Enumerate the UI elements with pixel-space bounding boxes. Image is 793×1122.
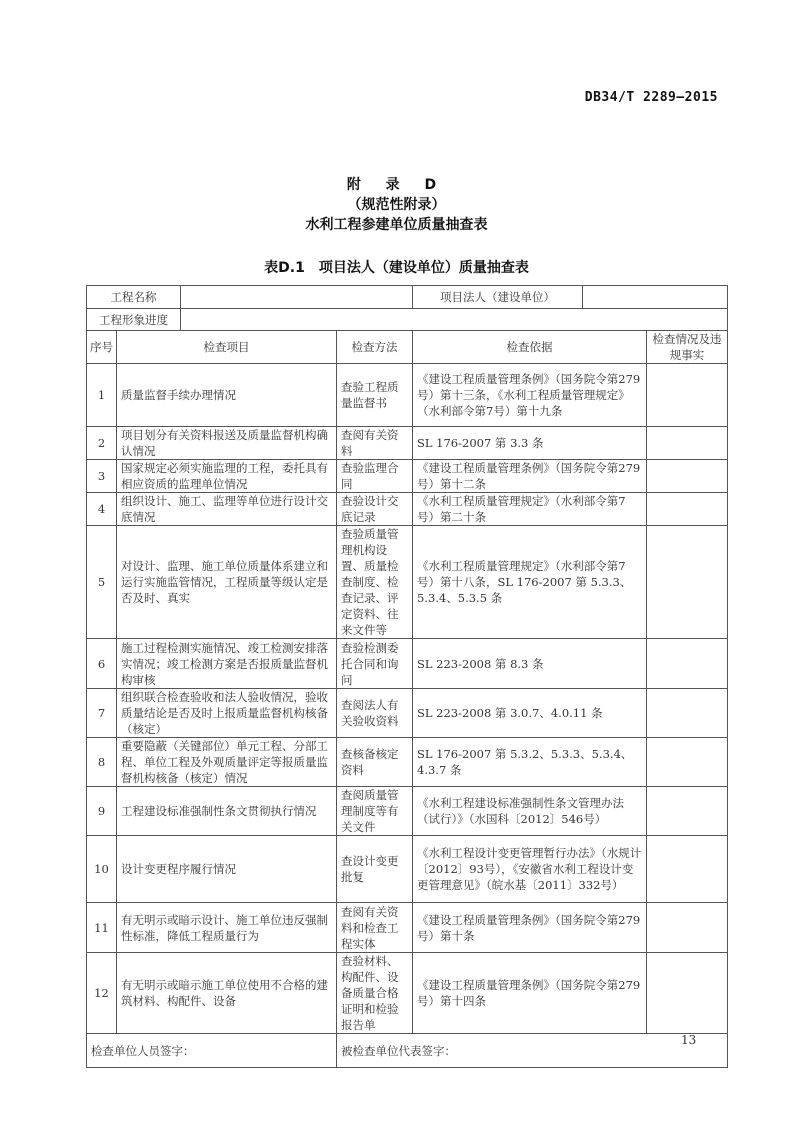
row-item: 项目划分有关资料报送及质量监督机构确认情况 xyxy=(117,427,337,460)
row-basis: SL 176-2007 第 5.3.2、5.3.3、5.3.4、4.3.7 条 xyxy=(413,738,647,787)
inspected-signature-label[interactable]: 被检查单位代表签字： xyxy=(337,1034,728,1068)
col-header-item: 检查项目 xyxy=(117,331,337,364)
row-seq: 7 xyxy=(87,689,117,738)
row-result[interactable] xyxy=(647,836,728,903)
row-method: 查验监理合同 xyxy=(337,460,413,493)
row-seq: 6 xyxy=(87,639,117,689)
table-row xyxy=(87,903,728,953)
table-title: 表D.1 项目法人（建设单位）质量抽查表 xyxy=(264,260,529,276)
appendix-title-block xyxy=(0,175,793,235)
table-row xyxy=(87,953,728,1034)
row-method: 查验质量管理机构设置、质量检查制度、检查记录、评定资料、往来文件等 xyxy=(337,526,413,639)
row-seq: 9 xyxy=(87,787,117,836)
row-basis: SL 176-2007 第 3.3 条 xyxy=(413,427,647,460)
row-basis: SL 223-2008 第 3.0.7、4.0.11 条 xyxy=(413,689,647,738)
row-result[interactable] xyxy=(647,460,728,493)
standard-code: DB34/T 2289—2015 xyxy=(584,90,718,105)
row-basis: 《水利工程质量管理规定》（水利部令第7号）第二十条 xyxy=(413,493,647,526)
row-result[interactable] xyxy=(647,738,728,787)
row-item: 重要隐蔽（关键部位）单元工程、分部工程、单位工程及外观质量评定等报质量监督机构核备（核定）情况 xyxy=(117,738,337,787)
row-basis: 《建设工程质量管理条例》（国务院令第279号）第十二条 xyxy=(413,460,647,493)
row-seq: 12 xyxy=(87,953,117,1034)
row-item: 对设计、监理、施工单位质量体系建立和运行实施监管情况，工程质量等级认定是否及时、真实 xyxy=(117,526,337,639)
table-row xyxy=(87,689,728,738)
row-result[interactable] xyxy=(647,787,728,836)
row-result[interactable] xyxy=(647,427,728,460)
row-item: 设计变更程序履行情况 xyxy=(117,836,337,903)
row-basis: 《水利工程建设标准强制性条文管理办法（试行）》（水国科〔2012〕546号） xyxy=(413,787,647,836)
row-method: 查验材料、构配件、设备质量合格证明和检验报告单 xyxy=(337,953,413,1034)
col-header-basis: 检查依据 xyxy=(413,331,647,364)
row-seq: 3 xyxy=(87,460,117,493)
row-basis: 《水利工程设计变更管理暂行办法》（水规计〔2012〕93号），《安徽省水利工程设计变更管理意见》（皖水基〔2011〕332号） xyxy=(413,836,647,903)
table-row xyxy=(87,639,728,689)
row-item: 国家规定必须实施监理的工程，委托具有相应资质的监理单位情况 xyxy=(117,460,337,493)
row-item: 组织设计、施工、监理等单位进行设计交底情况 xyxy=(117,493,337,526)
row-method: 查阅有关资料和检查工程实体 xyxy=(337,903,413,953)
row-result[interactable] xyxy=(647,526,728,639)
appendix-name: 水利工程参建单位质量抽查表 xyxy=(305,217,488,233)
row-seq: 8 xyxy=(87,738,117,787)
appendix-label: 附 录 D xyxy=(346,177,447,193)
info-row-project xyxy=(87,286,728,309)
project-name-label: 工程名称 xyxy=(87,286,181,309)
table-row xyxy=(87,427,728,460)
legal-person-field[interactable] xyxy=(583,286,728,309)
row-item: 工程建设标准强制性条文贯彻执行情况 xyxy=(117,787,337,836)
row-seq: 4 xyxy=(87,493,117,526)
column-header-row xyxy=(87,331,728,364)
table-row xyxy=(87,836,728,903)
row-basis: 《建设工程质量管理条例》（国务院令第279号）第十四条 xyxy=(413,953,647,1034)
row-method: 查阅有关资料 xyxy=(337,427,413,460)
row-result[interactable] xyxy=(647,903,728,953)
table-row xyxy=(87,364,728,427)
row-seq: 2 xyxy=(87,427,117,460)
row-basis: 《建设工程质量管理条例》（国务院令第279号）第十条 xyxy=(413,903,647,953)
progress-field[interactable] xyxy=(181,309,728,331)
normative-label: （规范性附录） xyxy=(347,197,446,213)
row-item: 组织联合检查验收和法人验收情况，验收质量结论是否及时上报质量监督机构核备（核定） xyxy=(117,689,337,738)
progress-label: 工程形象进度 xyxy=(87,309,181,331)
legal-person-label: 项目法人（建设单位） xyxy=(413,286,583,309)
col-header-seq: 序号 xyxy=(87,331,117,364)
project-name-field[interactable] xyxy=(181,286,413,309)
row-seq: 10 xyxy=(87,836,117,903)
row-method: 查设计变更批复 xyxy=(337,836,413,903)
row-method: 查核备核定资料 xyxy=(337,738,413,787)
signature-row xyxy=(87,1034,728,1068)
info-row-progress xyxy=(87,309,728,331)
row-result[interactable] xyxy=(647,364,728,427)
col-header-result: 检查情况及违规事实 xyxy=(647,331,728,364)
row-method: 查验检测委托合同和询问 xyxy=(337,639,413,689)
row-method: 查阅质量管理制度等有关文件 xyxy=(337,787,413,836)
row-method: 查验工程质量监督书 xyxy=(337,364,413,427)
row-result[interactable] xyxy=(647,639,728,689)
table-row xyxy=(87,493,728,526)
table-row xyxy=(87,460,728,493)
inspector-signature-label[interactable]: 检查单位人员签字： xyxy=(87,1034,337,1068)
row-item: 有无明示或暗示设计、施工单位违反强制性标准，降低工程质量行为 xyxy=(117,903,337,953)
row-item: 质量监督手续办理情况 xyxy=(117,364,337,427)
row-item: 施工过程检测实施情况、竣工检测安排落实情况；竣工检测方案是否报质量监督机构审核 xyxy=(117,639,337,689)
row-item: 有无明示或暗示施工单位使用不合格的建筑材料、构配件、设备 xyxy=(117,953,337,1034)
row-seq: 11 xyxy=(87,903,117,953)
row-seq: 1 xyxy=(87,364,117,427)
col-header-method: 检查方法 xyxy=(337,331,413,364)
row-method: 查阅法人有关验收资料 xyxy=(337,689,413,738)
table-body xyxy=(87,364,728,1034)
table-row xyxy=(87,738,728,787)
row-result[interactable] xyxy=(647,493,728,526)
quality-inspection-table xyxy=(86,285,728,1068)
row-basis: 《建设工程质量管理条例》（国务院令第279号）第十三条，《水利工程质量管理规定》（水利部令第7号）第十九条 xyxy=(413,364,647,427)
row-result[interactable] xyxy=(647,953,728,1034)
table-row xyxy=(87,787,728,836)
row-basis: 《水利工程质量管理规定》（水利部令第7号）第十八条，SL 176-2007 第 5.3.3、5.3.4、5.3.5 条 xyxy=(413,526,647,639)
row-result[interactable] xyxy=(647,689,728,738)
table-row xyxy=(87,526,728,639)
row-seq: 5 xyxy=(87,526,117,639)
row-method: 查验设计交底记录 xyxy=(337,493,413,526)
page-number: 13 xyxy=(681,1033,697,1047)
row-basis: SL 223-2008 第 8.3 条 xyxy=(413,639,647,689)
